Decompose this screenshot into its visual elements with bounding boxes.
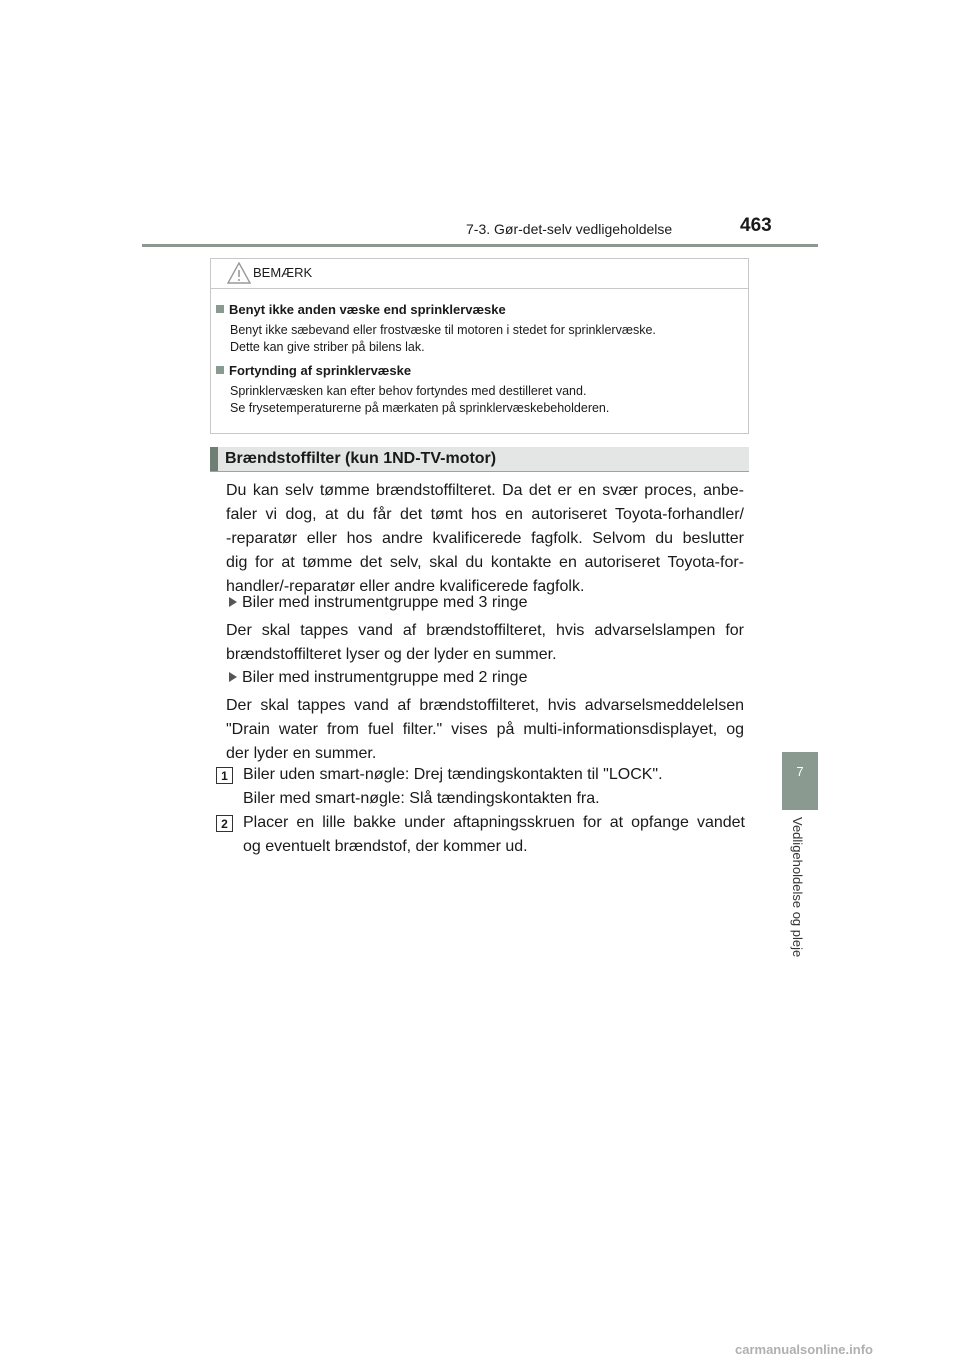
square-bullet-icon [216, 305, 224, 313]
case-heading [226, 666, 527, 690]
notice-box [210, 258, 749, 434]
watermark: carmanualsonline.info [735, 1342, 873, 1357]
section-title: Brændstoffilter (kun 1ND-TV-motor) [225, 450, 497, 467]
step-number: 1 [216, 767, 233, 784]
notice-line: Dette kan give striber på bilens lak. [230, 340, 425, 354]
step-text [243, 811, 745, 859]
step-line: og eventuelt brændstof, der kommer ud. [243, 838, 528, 855]
warning-triangle-icon [227, 262, 251, 284]
header-rule [142, 244, 818, 247]
paragraph-line: dig for at tømme det selv, skal du kontakte en autoriseret Toyota-for- [226, 554, 744, 571]
step-text [243, 763, 745, 811]
step-number: 2 [216, 815, 233, 832]
notice-line: Sprinklervæsken kan efter behov fortyndes med destilleret vand. [230, 384, 587, 398]
intro-paragraph [226, 479, 744, 599]
notice-line: Benyt ikke sæbevand eller frostvæske til motoren i stedet for sprinklervæske. [230, 323, 656, 337]
paragraph-line: Der skal tappes vand af brændstoffilteret, hvis advarselslampen for [226, 622, 744, 639]
notice-header [211, 259, 748, 289]
notice-item-title: Benyt ikke anden væske end sprinklervæske [229, 302, 506, 317]
square-bullet-icon [216, 366, 224, 374]
paragraph-line: handler/-reparatør eller andre kvalificerede fagfolk. [226, 578, 585, 595]
paragraph-line: brændstoffilteret lyser og der lyder en summer. [226, 646, 557, 663]
case-label: Biler med instrumentgruppe med 3 ringe [242, 594, 528, 611]
paragraph-line: der lyder en summer. [226, 745, 377, 762]
case-heading [226, 591, 527, 615]
section-heading: 7-3. Gør-det-selv vedligeholdelse [466, 221, 673, 237]
notice-item-body [230, 322, 656, 356]
section-title-bar [210, 447, 749, 472]
paragraph-line: "Drain water from fuel filter." vises på multi-informationsdisplayet, og [226, 721, 744, 738]
notice-item [216, 301, 656, 356]
chapter-number: 7 [796, 764, 804, 779]
notice-item [216, 362, 609, 417]
case-label: Biler med instrumentgruppe med 2 ringe [242, 669, 528, 686]
triangle-arrow-icon [229, 672, 237, 682]
paragraph-line: Der skal tappes vand af brændstoffilteret, hvis advarselsmeddelelsen [226, 697, 744, 714]
paragraph-line: -reparatør eller hos andre kvalificerede fagfolk. Selvom du beslutter [226, 530, 744, 547]
paragraph-line: Du kan selv tømme brændstoffilteret. Da det er en svær proces, anbe- [226, 482, 744, 499]
paragraph-line: faler vi dog, at du får det tømt hos en autoriseret Toyota-forhandler/ [226, 506, 744, 523]
step-line: Biler med smart-nøgle: Slå tændingskontakten fra. [243, 790, 600, 807]
section-accent [210, 447, 218, 471]
case-paragraph [226, 694, 744, 766]
chapter-tab [782, 752, 818, 810]
case-paragraph [226, 619, 744, 667]
notice-title: BEMÆRK [253, 265, 313, 280]
step-line: Placer en lille bakke under aftapningsskruen for at opfange vandet [243, 814, 745, 831]
chapter-label: Vedligeholdelse og pleje [790, 817, 805, 958]
page-number: 463 [740, 215, 772, 236]
notice-item-body [230, 383, 609, 417]
notice-item-title: Fortynding af sprinklervæske [229, 363, 412, 378]
triangle-arrow-icon [229, 597, 237, 607]
notice-line: Se frysetemperaturerne på mærkaten på sprinklervæskebeholderen. [230, 401, 610, 415]
step-line: Biler uden smart-nøgle: Drej tændingskontakten til "LOCK". [243, 766, 663, 783]
